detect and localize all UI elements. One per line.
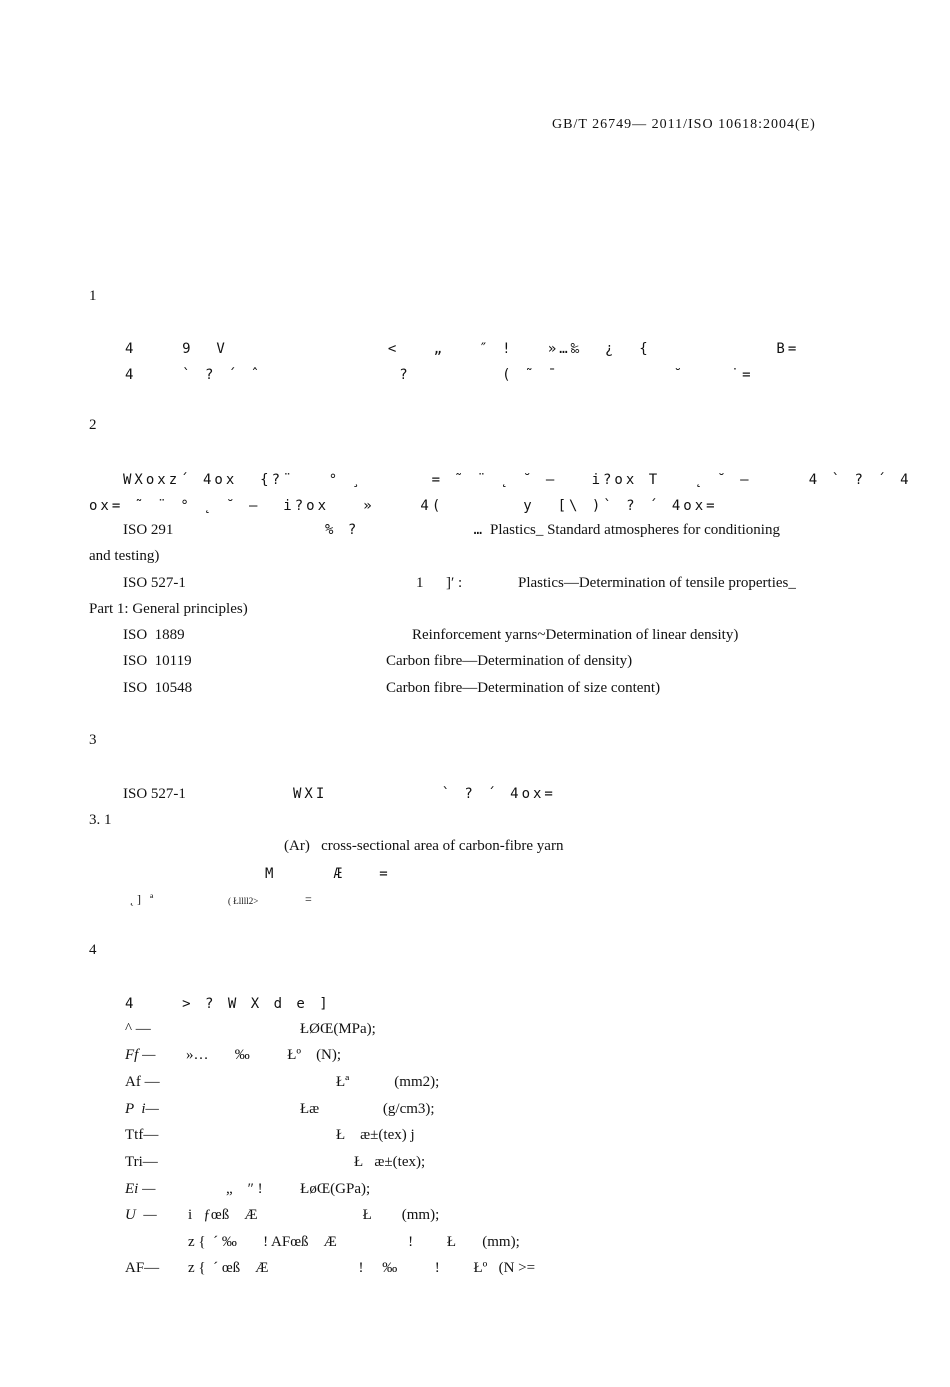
section-3-intro-garble: WXI ` ? ´ 4ox=: [293, 786, 556, 802]
symbol-row-9-desc: z { ´ ‰ ! AFœß Æ ! Ł (mm);: [188, 1234, 520, 1250]
symbol-row-4-desc: Łæ (g/cm3);: [300, 1101, 435, 1117]
ref-iso-1889-code: ISO 1889: [123, 627, 185, 643]
symbol-row-6-symbol: Tri—: [125, 1154, 158, 1170]
symbol-row-7-desc: „ ″ ! ŁøŒ(GPa);: [226, 1181, 371, 1197]
ref-iso-291-code: ISO 291: [123, 522, 174, 538]
ref-iso-1889-title: Reinforcement yarns~Determination of linear density): [412, 627, 739, 643]
section-1-number: 1: [89, 288, 97, 304]
section-1-line-1: 4 9 V < „ ″ ! »…‰ ¿ { B=: [125, 341, 800, 357]
section-4-intro: 4 > ? W X d e ]: [125, 996, 331, 1012]
symbol-row-5-symbol: Ttf—: [125, 1127, 159, 1143]
term-formula-garble: M Æ =: [265, 866, 391, 882]
term-note-c: =: [305, 892, 312, 906]
ref-iso-10548-code: ISO 10548: [123, 680, 193, 696]
symbol-row-3-symbol: Af —: [125, 1074, 160, 1090]
symbol-row-8-desc: i ƒœß Æ Ł (mm);: [188, 1207, 440, 1223]
section-4-number: 4: [89, 942, 97, 958]
section-1-line-2: 4 ` ? ´ ˆ ? ( ˜ ¯ ˘ ˙=: [125, 367, 754, 383]
ref-iso-527-1-garble: 1 ]′ :: [416, 575, 463, 591]
symbol-row-3-desc: Łª (mm2);: [336, 1074, 440, 1090]
symbol-row-10-desc: z { ´ œß Æ ! ‰ ! Łº (N >=: [188, 1260, 536, 1276]
ref-iso-10548-title: Carbon fibre—Determination of size content): [386, 680, 661, 696]
section-2-intro-line-2: ox= ˜ ¨ ° ˛ ˘ — i?ox » 4( y [\ )` ? ´ 4ox=: [89, 498, 718, 514]
section-2-intro-line-1: WXoxz´ 4ox {?¨ ° ¸ = ˜ ¨ ˛ ˘ — i?ox T ˛ ˘ — 4 ` ? ´ 4: [123, 472, 912, 488]
ref-iso-527-1-title: Plastics—Determination of tensile properties_: [518, 575, 796, 591]
symbol-row-6-desc: Ł æ±(tex);: [354, 1154, 426, 1170]
symbol-row-1-desc: ŁØŒ(MPa);: [300, 1021, 376, 1037]
ref-iso-291-garble: % ? …: [325, 522, 486, 538]
ref-iso-10119-title: Carbon fibre—Determination of density): [386, 653, 633, 669]
standard-code-header: GB/T 26749— 2011/ISO 10618:2004(E): [552, 117, 816, 132]
symbol-row-7-symbol: Ei —: [125, 1181, 156, 1197]
symbol-row-5-desc: Ł æ±(tex) j: [336, 1127, 415, 1143]
symbol-row-2-desc: »… ‰ Łº (N);: [186, 1047, 342, 1063]
symbol-row-1-symbol: ^ —: [125, 1021, 151, 1037]
symbol-row-8-symbol: U —: [125, 1207, 157, 1223]
section-2-number: 2: [89, 417, 97, 433]
ref-iso-291-continuation: and testing): [89, 548, 160, 564]
symbol-row-4-symbol: P i—: [125, 1101, 159, 1117]
ref-iso-527-1-continuation: Part 1: General principles): [89, 601, 248, 617]
ref-iso-291-title: Plastics_ Standard atmospheres for conditioning: [490, 522, 780, 538]
term-note-b: ( Łllll2>: [228, 896, 259, 906]
subsection-3-1-number: 3. 1: [89, 812, 112, 828]
ref-iso-527-1-code: ISO 527-1: [123, 575, 186, 591]
section-3-iso-code: ISO 527-1: [123, 786, 186, 802]
term-cross-sectional-area: (Ar) cross-sectional area of carbon-fibre yarn: [284, 838, 564, 854]
term-note-a: ˛ ] ª: [130, 892, 154, 906]
symbol-row-2-symbol: Ff —: [125, 1047, 156, 1063]
ref-iso-10119-code: ISO 10119: [123, 653, 192, 669]
symbol-row-10-symbol: AF—: [125, 1260, 160, 1276]
section-3-number: 3: [89, 732, 97, 748]
